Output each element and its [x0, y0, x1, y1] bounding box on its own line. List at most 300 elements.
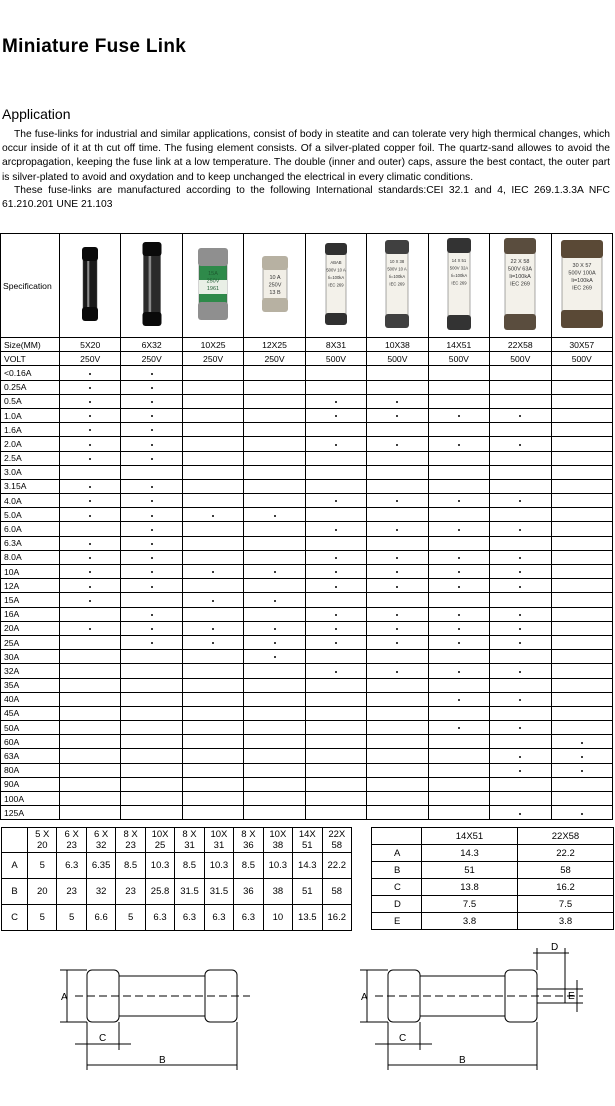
fuse-print-text: 15A [208, 271, 218, 277]
rating-label: 2.0A [1, 437, 60, 451]
dims-header-line: 32 [95, 840, 107, 851]
fuse-print-text: IEC 269 [451, 280, 467, 286]
dims-header-line: 58 [331, 840, 343, 851]
dims-header-line: 23 [125, 840, 136, 851]
rating-cell [305, 423, 366, 437]
rating-cell [490, 437, 551, 451]
dims-header-line: 10X [210, 829, 228, 840]
availability-dot [335, 529, 337, 531]
dims-header-line: 8 X [123, 829, 138, 840]
rating-cell [60, 664, 121, 678]
volt-label: VOLT [1, 352, 60, 366]
fuse-image-cell [551, 234, 613, 338]
rating-cell [428, 536, 489, 550]
rating-cell [244, 664, 305, 678]
availability-dot [151, 401, 153, 403]
availability-dot [89, 571, 91, 573]
rating-cell [244, 806, 305, 820]
dims2-cell: 7.5 [518, 896, 614, 913]
availability-dot [519, 557, 521, 559]
rating-row [1, 465, 613, 479]
fuse-image-cell [244, 234, 305, 338]
rating-cell [490, 494, 551, 508]
fuse-print-text: 13 B [268, 290, 281, 296]
rating-cell [428, 508, 489, 522]
dims-cell: 31.5 [204, 879, 233, 905]
rating-cell [305, 565, 366, 579]
rating-cell [428, 763, 489, 777]
availability-dot [458, 415, 460, 417]
availability-dot [212, 642, 214, 644]
availability-dot [151, 529, 153, 531]
rating-cell [305, 579, 366, 593]
dims-header-line: 6 X [94, 829, 109, 840]
rating-cell [244, 777, 305, 791]
dims-header-cell [263, 828, 292, 853]
fuse-print-text: 500V 32A [449, 265, 469, 271]
dims-header-cell [145, 828, 174, 853]
dims2-row [372, 879, 614, 896]
rating-cell [60, 451, 121, 465]
dims-cell: 8.5 [116, 853, 145, 879]
fuse-print-text: 14 X 51 [451, 258, 467, 263]
availability-dot [581, 770, 583, 772]
availability-dot [519, 529, 521, 531]
rating-cell [367, 522, 428, 536]
dims-row [2, 879, 352, 905]
availability-dot [89, 373, 91, 375]
rating-label: 100A [1, 792, 60, 806]
rating-cell [428, 692, 489, 706]
dims-header-line: 36 [243, 840, 254, 851]
rating-cell [305, 394, 366, 408]
rating-label: 80A [1, 763, 60, 777]
size-cell: 5X20 [60, 338, 121, 352]
availability-dot [335, 628, 337, 630]
rating-cell [60, 423, 121, 437]
dims2-row-label: E [372, 913, 422, 930]
rating-cell [428, 806, 489, 820]
rating-cell [428, 494, 489, 508]
rating-cell [551, 550, 613, 564]
dims-row-label: B [2, 879, 28, 905]
rating-cell [367, 465, 428, 479]
rating-cell [551, 692, 613, 706]
rating-cell [551, 508, 613, 522]
rating-cell [182, 706, 243, 720]
size-cell: 6X32 [121, 338, 182, 352]
rating-cell [244, 479, 305, 493]
rating-cell [244, 635, 305, 649]
rating-label: 63A [1, 749, 60, 763]
availability-dot [212, 600, 214, 602]
availability-dot [89, 500, 91, 502]
rating-cell [490, 579, 551, 593]
rating-cell [551, 607, 613, 621]
fuse-print-text: 500V 63A [508, 266, 533, 273]
rating-cell [367, 721, 428, 735]
dims2-cell: 16.2 [518, 879, 614, 896]
rating-row [1, 565, 613, 579]
rating-cell [60, 607, 121, 621]
dims-header-line: 20 [36, 840, 48, 851]
rating-cell [305, 806, 366, 820]
availability-dot [396, 586, 398, 588]
rating-label: 35A [1, 678, 60, 692]
rating-cell [305, 366, 366, 380]
dims-row-label: A [2, 853, 28, 879]
rating-cell [60, 579, 121, 593]
rating-cell [305, 479, 366, 493]
rating-cell [551, 664, 613, 678]
rating-cell [428, 735, 489, 749]
rating-cell [60, 494, 121, 508]
rating-cell [60, 735, 121, 749]
rating-cell [305, 650, 366, 664]
rating-cell [182, 593, 243, 607]
rating-cell [367, 749, 428, 763]
dims-header-cell [234, 828, 263, 853]
rating-cell [244, 408, 305, 422]
availability-dot [151, 444, 153, 446]
availability-dot [458, 444, 460, 446]
rating-cell [367, 763, 428, 777]
rating-cell [428, 678, 489, 692]
availability-dot [151, 628, 153, 630]
rating-cell [60, 550, 121, 564]
rating-cell [182, 465, 243, 479]
rating-cell [244, 749, 305, 763]
fuse-image [245, 234, 305, 334]
rating-cell [121, 678, 182, 692]
rating-cell [305, 792, 366, 806]
rating-cell [60, 692, 121, 706]
availability-dot [89, 600, 91, 602]
dims-cell: 20 [28, 879, 57, 905]
dims2-cell: 14.3 [422, 845, 518, 862]
rating-cell [244, 735, 305, 749]
rating-cell [121, 650, 182, 664]
availability-dot [519, 727, 521, 729]
rating-cell [305, 408, 366, 422]
dimension-a-label: A [361, 992, 368, 1003]
rating-cell [244, 366, 305, 380]
rating-row [1, 423, 613, 437]
rating-label: 6.0A [1, 522, 60, 536]
rating-label: 5.0A [1, 508, 60, 522]
rating-cell [121, 550, 182, 564]
availability-dot [458, 529, 460, 531]
rating-cell [60, 380, 121, 394]
rating-cell [367, 508, 428, 522]
availability-dot [274, 656, 276, 658]
rating-label: 32A [1, 664, 60, 678]
rating-row [1, 678, 613, 692]
rating-cell [121, 593, 182, 607]
rating-cell [490, 394, 551, 408]
rating-cell [490, 508, 551, 522]
availability-dot [151, 614, 153, 616]
rating-cell [428, 394, 489, 408]
rating-cell [305, 621, 366, 635]
dims-cell: 6.3 [234, 905, 263, 931]
rating-row [1, 536, 613, 550]
fuse-dimension-diagram [55, 955, 255, 1075]
availability-dot [274, 571, 276, 573]
rating-cell [551, 749, 613, 763]
rating-cell [428, 437, 489, 451]
dims-header-line: 25 [154, 840, 166, 851]
volt-cell: 500V [367, 352, 428, 366]
rating-cell [60, 749, 121, 763]
availability-dot [581, 813, 583, 815]
rating-cell [428, 579, 489, 593]
rating-cell [428, 451, 489, 465]
rating-cell [305, 777, 366, 791]
dims-row [2, 905, 352, 931]
fuse-print-text: IEC 269 [328, 282, 344, 288]
rating-cell [182, 451, 243, 465]
volt-row [1, 352, 613, 366]
dims-cell: 6.3 [204, 905, 233, 931]
dims2-header-cell: 14X51 [422, 828, 518, 845]
specification-table [0, 233, 613, 820]
availability-dot [274, 600, 276, 602]
rating-cell [182, 721, 243, 735]
rating-cell [490, 593, 551, 607]
dims-cell: 6.3 [145, 905, 174, 931]
dims-cell: 5 [57, 905, 86, 931]
availability-dot [151, 642, 153, 644]
availability-dot [335, 415, 337, 417]
dims-cell: 16.2 [322, 905, 351, 931]
fuse-image-cell [305, 234, 366, 338]
rating-cell [490, 735, 551, 749]
rating-cell [490, 565, 551, 579]
dims-header-cell [28, 828, 57, 853]
dims-header-cell [116, 828, 145, 853]
fuse-print-text: 250V [206, 278, 220, 285]
rating-cell [367, 664, 428, 678]
rating-cell [428, 479, 489, 493]
rating-cell [121, 451, 182, 465]
rating-cell [367, 408, 428, 422]
rating-cell [121, 380, 182, 394]
fuse-image-cell [121, 234, 182, 338]
rating-label: 3.15A [1, 479, 60, 493]
dims2-row [372, 896, 614, 913]
rating-cell [60, 536, 121, 550]
rating-cell [428, 706, 489, 720]
fuse-image-cell [182, 234, 243, 338]
rating-cell [182, 749, 243, 763]
rating-cell [490, 692, 551, 706]
rating-cell [182, 635, 243, 649]
rating-cell [490, 721, 551, 735]
dimension-d-label: D [551, 942, 559, 953]
rating-cell [428, 408, 489, 422]
rating-cell [121, 777, 182, 791]
rating-cell [551, 451, 613, 465]
rating-row [1, 749, 613, 763]
dims-header-line: 8 X [241, 829, 256, 840]
fuse-print-text: Ii=100kA [509, 274, 532, 280]
size-cell: 22X58 [490, 338, 551, 352]
rating-cell [182, 380, 243, 394]
rating-label: <0.16A [1, 366, 60, 380]
rating-cell [367, 579, 428, 593]
volt-cell: 500V [428, 352, 489, 366]
availability-dot [89, 401, 91, 403]
availability-dot [396, 671, 398, 673]
rating-cell [490, 522, 551, 536]
dims-header-cell [322, 828, 351, 853]
rating-cell [490, 706, 551, 720]
rating-cell [305, 607, 366, 621]
dims-header-cell [86, 828, 115, 853]
rating-cell [182, 479, 243, 493]
fuse-print-text: Ii=100kA [327, 275, 345, 280]
rating-label: 0.5A [1, 394, 60, 408]
rating-cell [305, 635, 366, 649]
rating-row [1, 522, 613, 536]
availability-dot [519, 642, 521, 644]
rating-cell [60, 408, 121, 422]
rating-cell [305, 678, 366, 692]
rating-cell [182, 692, 243, 706]
rating-cell [182, 366, 243, 380]
rating-cell [428, 366, 489, 380]
rating-cell [551, 763, 613, 777]
rating-cell [305, 721, 366, 735]
rating-cell [244, 565, 305, 579]
fuse-print-text: 10 X 38 [390, 259, 405, 264]
dims-cell: 6.3 [175, 905, 204, 931]
rating-cell [367, 607, 428, 621]
fuse-image [306, 234, 366, 334]
rating-cell [305, 735, 366, 749]
rating-cell [60, 366, 121, 380]
rating-cell [367, 380, 428, 394]
rating-cell [244, 692, 305, 706]
rating-cell [182, 777, 243, 791]
rating-cell [551, 650, 613, 664]
rating-cell [182, 792, 243, 806]
dims2-header-row [372, 828, 614, 845]
rating-cell [551, 479, 613, 493]
rating-cell [490, 650, 551, 664]
dims2-row-label: C [372, 879, 422, 896]
availability-dot [519, 671, 521, 673]
rating-cell [367, 366, 428, 380]
fuse-image-cell [428, 234, 489, 338]
dims-row-label: C [2, 905, 28, 931]
dims-header-line: 6 X [64, 829, 79, 840]
rating-cell [490, 550, 551, 564]
dims2-cell: 3.8 [518, 913, 614, 930]
availability-dot [335, 586, 337, 588]
rating-cell [60, 678, 121, 692]
rating-cell [121, 437, 182, 451]
dims-header-line: 14X [298, 829, 316, 840]
availability-dot [396, 444, 398, 446]
rating-cell [305, 522, 366, 536]
rating-cell [551, 380, 613, 394]
dimension-b-label: B [459, 1055, 466, 1066]
rating-row [1, 494, 613, 508]
dims-header-cell [175, 828, 204, 853]
rating-cell [490, 749, 551, 763]
availability-dot [89, 429, 91, 431]
volt-cell: 500V [305, 352, 366, 366]
image-row [1, 234, 613, 338]
availability-dot [396, 614, 398, 616]
availability-dot [396, 500, 398, 502]
availability-dot [151, 373, 153, 375]
dims-header-line: 23 [66, 840, 77, 851]
availability-dot [151, 586, 153, 588]
dims2-row-label: D [372, 896, 422, 913]
rating-cell [551, 721, 613, 735]
rating-cell [367, 593, 428, 607]
rating-cell [551, 593, 613, 607]
rating-cell [182, 621, 243, 635]
fuse-image-cell [490, 234, 551, 338]
rating-cell [367, 423, 428, 437]
dims-cell: 10 [263, 905, 292, 931]
availability-dot [274, 515, 276, 517]
rating-cell [551, 423, 613, 437]
rating-cell [551, 408, 613, 422]
rating-cell [551, 792, 613, 806]
dimension-b-label: B [159, 1055, 166, 1066]
rating-label: 10A [1, 565, 60, 579]
volt-cell: 500V [551, 352, 613, 366]
rating-cell [121, 536, 182, 550]
rating-cell [244, 394, 305, 408]
rating-cell [551, 635, 613, 649]
availability-dot [519, 770, 521, 772]
rating-label: 45A [1, 706, 60, 720]
rating-cell [121, 607, 182, 621]
dims-cell: 5 [28, 853, 57, 879]
dims-cell: 10.3 [145, 853, 174, 879]
fuse-image [122, 234, 182, 334]
rating-row [1, 579, 613, 593]
rating-cell [428, 650, 489, 664]
fuse-image [60, 234, 120, 334]
volt-cell: 500V [490, 352, 551, 366]
fuse-print-text: 1961 [206, 286, 220, 292]
rating-cell [367, 735, 428, 749]
dims-cell: 8.5 [175, 853, 204, 879]
rating-cell [182, 579, 243, 593]
rating-cell [428, 565, 489, 579]
rating-cell [428, 380, 489, 394]
dims-cell: 5 [116, 905, 145, 931]
application-paragraph-2: These fuse-links are manufactured according to the following International standards:CEI 32.1 and 4, IEC 269.1.3.3A NFC 61.210.201 UNE 21.103 [2, 185, 610, 211]
availability-dot [335, 500, 337, 502]
rating-cell [490, 479, 551, 493]
rating-cell [121, 706, 182, 720]
availability-dot [519, 813, 521, 815]
rating-row [1, 593, 613, 607]
rating-cell [244, 678, 305, 692]
fuse-print-text: Ii=100kA [570, 278, 593, 284]
rating-cell [428, 522, 489, 536]
rating-cell [428, 621, 489, 635]
dims-cell: 23 [57, 879, 86, 905]
